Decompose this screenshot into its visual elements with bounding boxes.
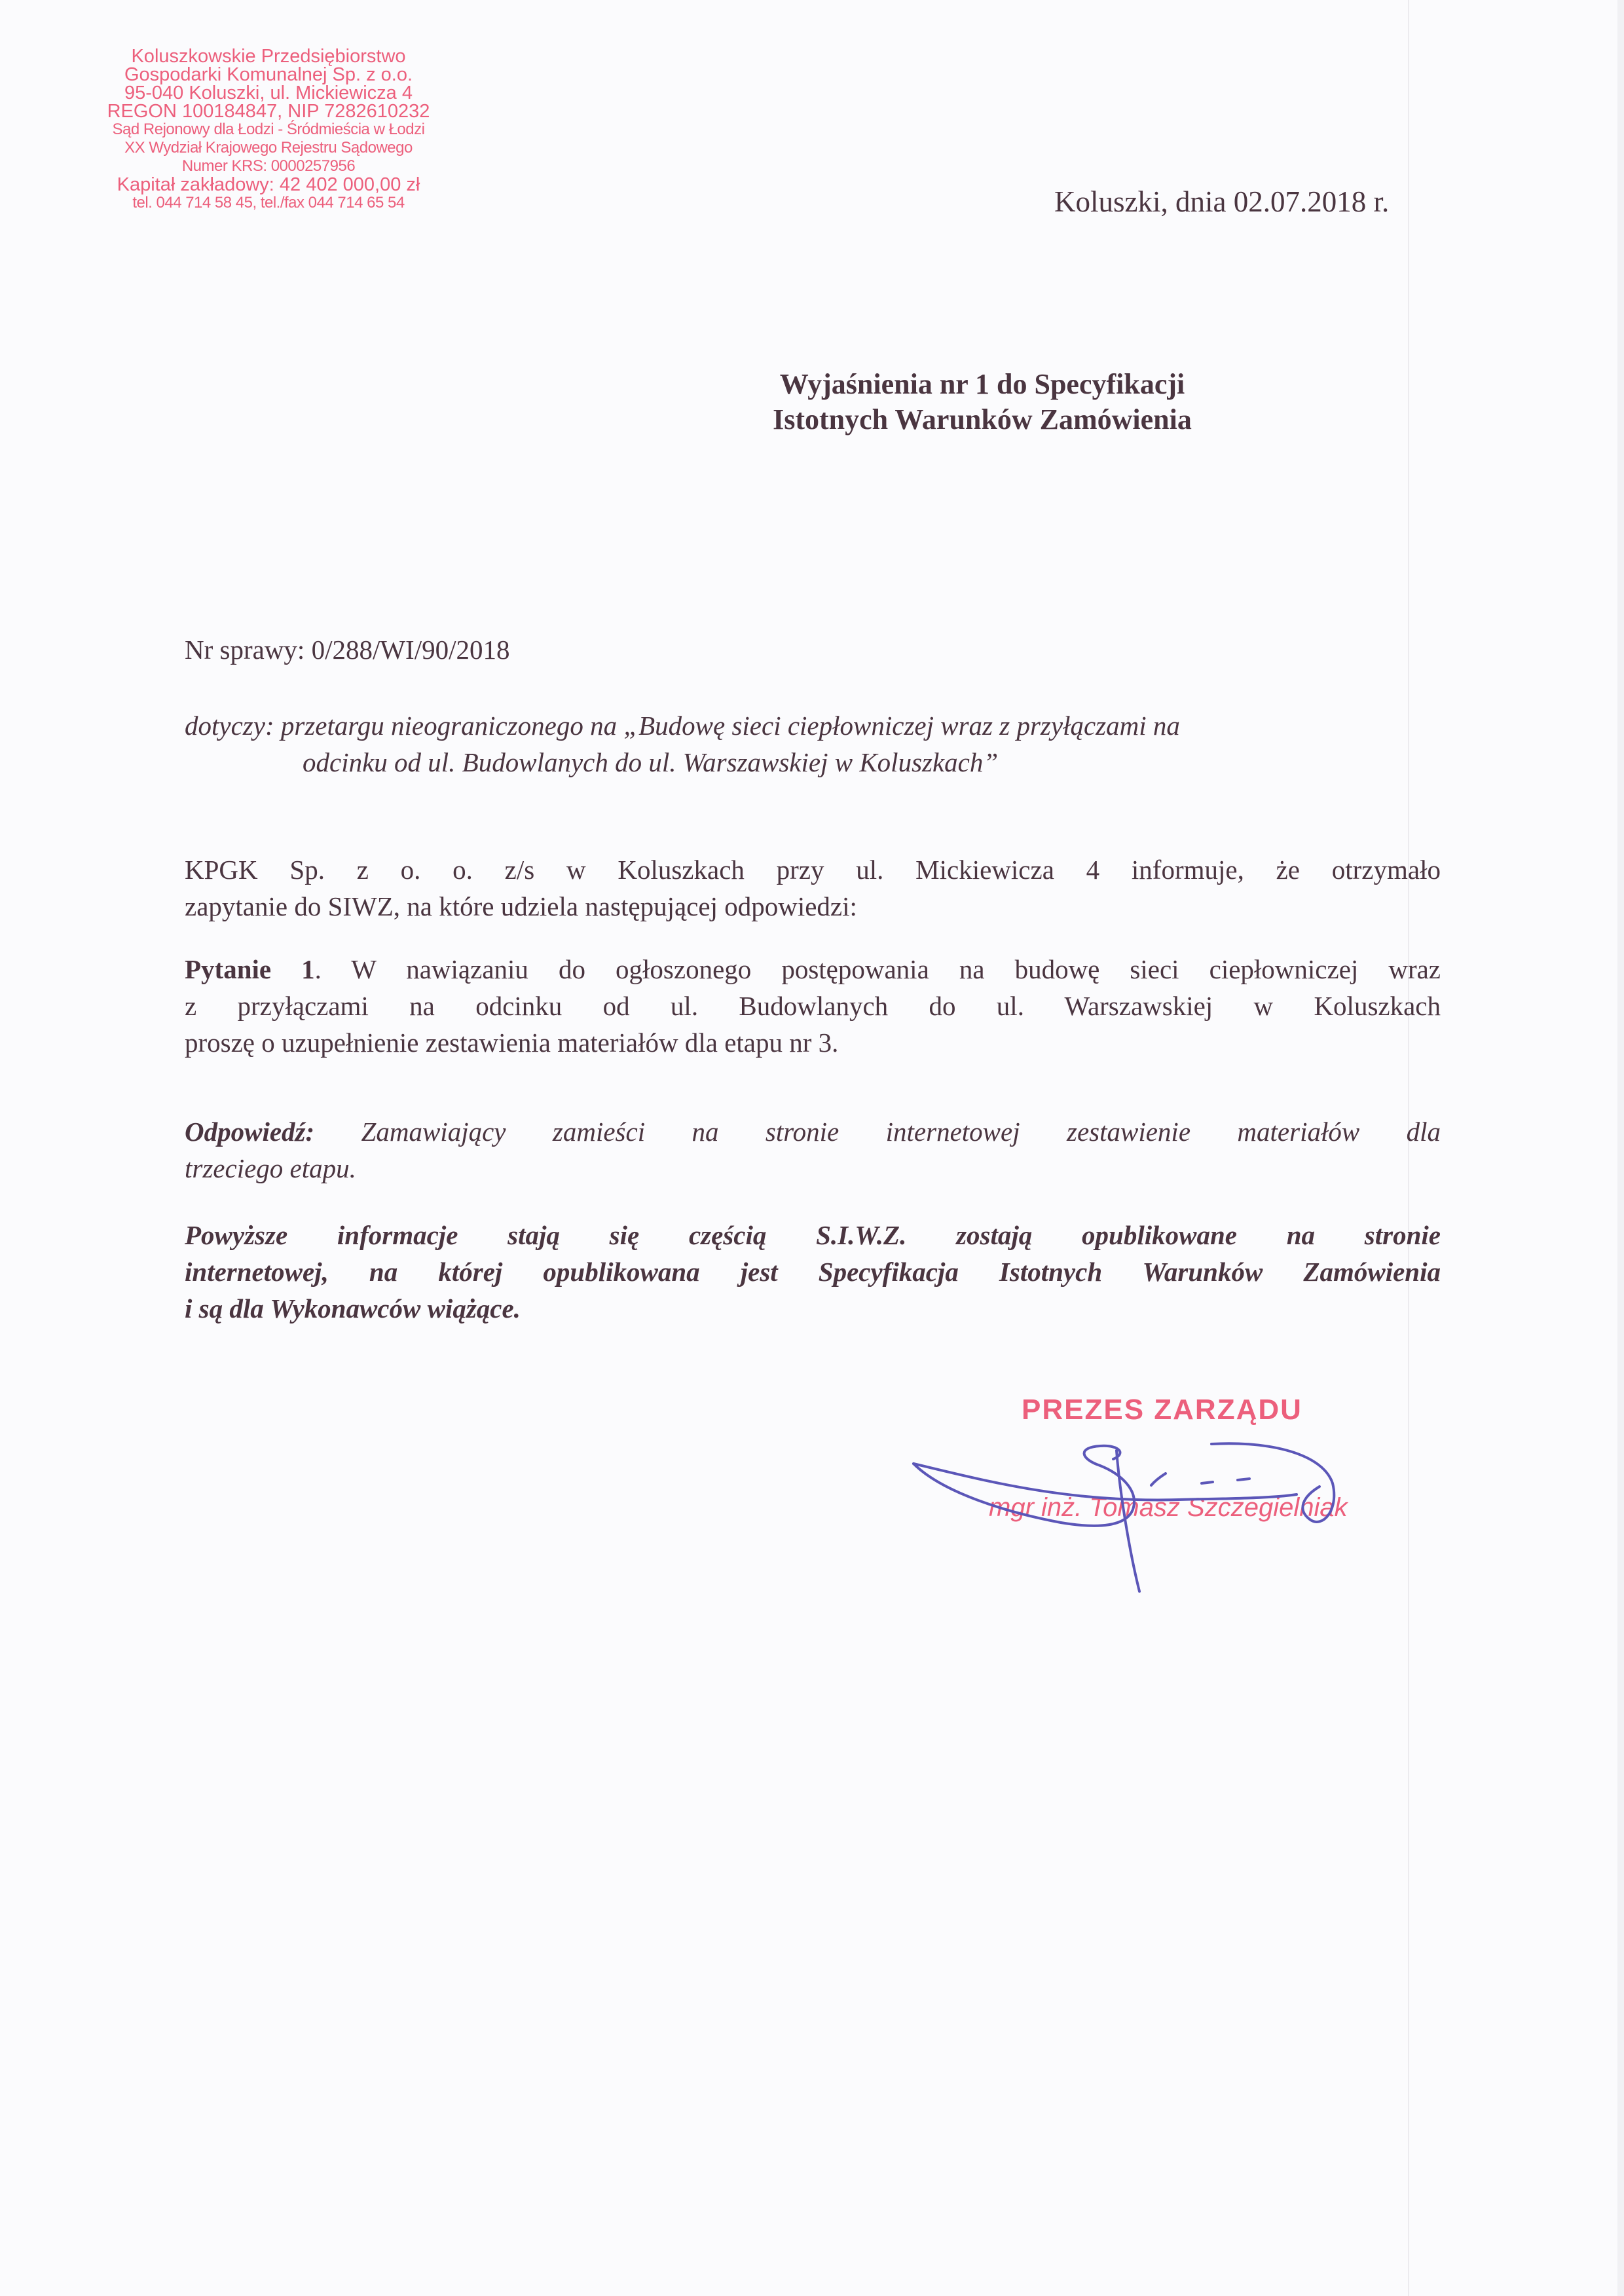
concerns-line-2: odcinku od ul. Budowlanych do ul. Warszawskiej w Koluszkach” — [303, 747, 999, 777]
intro-line-1: KPGK Sp. z o. o. z/s w Koluszkach przy ul. Mickiewicza 4 informuje, że otrzymało — [185, 855, 1441, 885]
answer-label: Odpowiedź: — [185, 1117, 315, 1147]
signature-stamp-title: PREZES ZARZĄDU — [1022, 1394, 1302, 1426]
closing-paragraph — [185, 1217, 1441, 1327]
signature-stroke — [1211, 1443, 1334, 1522]
stamp-line: Gospodarki Komunalnej Sp. z o.o. — [124, 64, 413, 85]
stamp-line: 95-040 Koluszki, ul. Mickiewicza 4 — [124, 83, 413, 103]
signature-stroke — [1202, 1479, 1249, 1483]
answer-line-1: Zamawiający zamieści na stronie internetowej zestawienie materiałów dla — [314, 1117, 1441, 1147]
concerns-line-1: dotyczy: przetargu nieograniczonego na „Budowę sieci ciepłowniczej wraz z przyłączami na — [185, 711, 1180, 741]
title-line-1: Wyjaśnienia nr 1 do Specyfikacji — [779, 368, 1185, 400]
stamp-line: REGON 100184847, NIP 7282610232 — [107, 101, 430, 122]
closing-line-1: Powyższe informacje stają się częścią S.I.W.Z. zostają opublikowane na stronie — [185, 1220, 1441, 1250]
stamp-line: Sąd Rejonowy dla Łodzi - Śródmieścia w Łodzi — [112, 120, 425, 138]
question-line-2: z przyłączami na odcinku od ul. Budowlanych do ul. Warszawskiej w Koluszkach — [185, 991, 1441, 1021]
closing-line-2: internetowej, na której opublikowana jest Specyfikacja Istotnych Warunków Zamówienia — [185, 1257, 1441, 1287]
question-label: Pytanie 1 — [185, 954, 315, 984]
date-line: Koluszki, dnia 02.07.2018 r. — [1054, 185, 1390, 218]
stamp-line: Numer KRS: 0000257956 — [181, 157, 356, 175]
intro-line-2: zapytanie do SIWZ, na które udziela następującej odpowiedzi: — [185, 891, 857, 921]
stamp-line: tel. 044 714 58 45, tel./fax 044 714 65 54 — [132, 194, 405, 212]
signature-stroke — [1151, 1473, 1166, 1485]
stamp-line: Kapitał zakładowy: 42 402 000,00 zł — [117, 174, 420, 195]
concerns-block — [185, 707, 1441, 781]
answer-line-2: trzeciego etapu. — [185, 1153, 356, 1183]
stamp-line: XX Wydział Krajowego Rejestru Sądowego — [124, 139, 413, 157]
signature-stamp-name: mgr inż. Tomasz Szczegielniak — [989, 1493, 1348, 1522]
answer-paragraph — [185, 1113, 1441, 1187]
case-number: Nr sprawy: 0/288/WI/90/2018 — [185, 635, 510, 665]
handwritten-signature — [904, 1382, 1375, 1604]
question-line-1: . W nawiązaniu do ogłoszonego postępowania na budowę sieci ciepłowniczej wraz — [314, 954, 1441, 984]
question-line-3: proszę o uzupełnienie zestawienia materiałów dla etapu nr 3. — [185, 1028, 839, 1058]
closing-line-3: i są dla Wykonawców wiążące. — [185, 1293, 521, 1324]
stamp-line: Koluszkowskie Przedsiębiorstwo — [131, 46, 406, 67]
document-title — [720, 367, 1244, 437]
scan-edge-shade — [1617, 0, 1624, 2296]
intro-paragraph — [185, 851, 1441, 925]
question-paragraph — [185, 951, 1441, 1061]
signature-stroke — [913, 1446, 1134, 1526]
title-line-2: Istotnych Warunków Zamówienia — [773, 403, 1192, 435]
company-stamp — [39, 47, 498, 212]
